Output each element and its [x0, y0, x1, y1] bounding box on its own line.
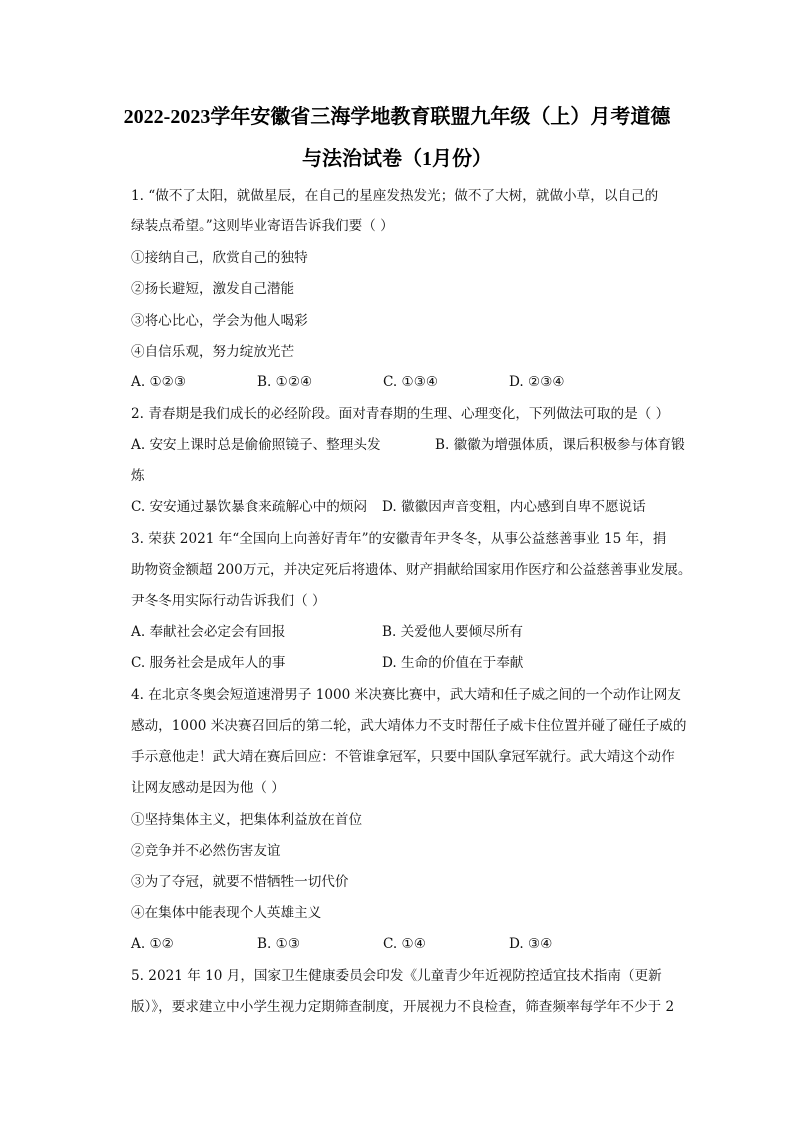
exam-title-line2: 与法治试卷（1月份） — [302, 148, 492, 170]
q1-stem-line2: 绿装点希望。”这则毕业寄语告诉我们要（ ） — [131, 218, 394, 234]
q1-option-c: C. ①③④ — [383, 374, 439, 390]
q4-option-c: C. ①④ — [383, 936, 426, 952]
q5-stem-line1: 5. 2021 年 10 月，国家卫生健康委员会印发《儿童青少年近视防控适宜技术指南（更新 — [131, 968, 662, 984]
q3-stem-line3: 尹冬冬用实际行动告诉我们（ ） — [131, 593, 326, 609]
q1-item-3: ③将心比心，学会为他人喝彩 — [131, 313, 308, 329]
q4-item-4: ④在集体中能表现个人英雄主义 — [131, 905, 322, 921]
q4-stem-line3: 手示意他走！武大靖在赛后回应：不管谁拿冠军，只要中国队拿冠军就行。武大靖这个动作 — [131, 749, 675, 765]
q4-item-3: ③为了夺冠，就要不惜牺牲一切代价 — [131, 874, 349, 890]
q3-option-a: A. 奉献社会必定会有回报 — [131, 624, 286, 640]
q4-item-2: ②竞争并不必然伤害友谊 — [131, 843, 281, 859]
q4-stem-line1: 4. 在北京冬奥会短道速滑男子 1000 米决赛比赛中，武大靖和任子威之间的一个动作让网友 — [131, 687, 681, 703]
q1-option-a: A. ①②③ — [131, 374, 187, 390]
q1-item-2: ②扬长避短，激发自己潜能 — [131, 281, 295, 297]
q1-item-1: ①接纳自己，欣赏自己的独特 — [131, 250, 308, 266]
q2-option-b-cont: 炼 — [131, 468, 145, 484]
q4-stem-line4: 让网友感动是因为他（ ） — [131, 780, 285, 796]
q1-stem-line1: 1. “做不了太阳，就做星辰，在自己的星座发热发光；做不了大树，就做小草，以自己的 — [131, 188, 659, 204]
q4-option-d: D. ③④ — [509, 936, 553, 952]
q3-stem-line2: 助物资金额超 200万元，并决定死后将遗体、财产捐献给国家用作医疗和公益慈善事业发展。 — [131, 562, 692, 578]
q2-option-c: C. 安安通过暴饮暴食来疏解心中的烦闷 — [131, 499, 368, 515]
q1-item-4: ④自信乐观，努力绽放光芒 — [131, 344, 295, 360]
q1-option-b: B. ①②④ — [257, 374, 313, 390]
q3-option-b: B. 关爱他人要倾尽所有 — [382, 624, 523, 640]
q2-option-a: A. 安安上课时总是偷偷照镜子、整理头发 — [131, 437, 381, 453]
q4-option-a: A. ①② — [131, 936, 174, 952]
q1-option-d: D. ②③④ — [509, 374, 565, 390]
q3-stem-line1: 3. 荣获 2021 年“全国向上向善好青年”的安徽青年尹冬冬，从事公益慈善事业 15 年，捐 — [131, 531, 667, 547]
exam-title-line1: 2022-2023学年安徽省三海学地教育联盟九年级（上）月考道德 — [123, 106, 671, 128]
q2-option-b: B. 徽徽为增强体质，课后积极参与体育锻 — [435, 437, 685, 453]
q4-stem-line2: 感动，1000 米决赛召回后的第二轮，武大靖体力不支时帮任子威卡住位置并碰了碰任子威的 — [131, 718, 687, 734]
q2-stem: 2. 青春期是我们成长的必经阶段。面对青春期的生理、心理变化，下列做法可取的是（ ） — [131, 406, 670, 422]
q3-option-d: D. 生命的价值在于奉献 — [382, 655, 524, 671]
q4-item-1: ①坚持集体主义，把集体利益放在首位 — [131, 812, 363, 828]
q4-option-b: B. ①③ — [257, 936, 301, 952]
q5-stem-line2: 版）》，要求建立中小学生视力定期筛查制度，开展视力不良检查，筛查频率每学年不少于 2 — [131, 999, 675, 1015]
q2-option-d: D. 徽徽因声音变粗，内心感到自卑不愿说话 — [382, 499, 646, 515]
q3-option-c: C. 服务社会是成年人的事 — [131, 655, 286, 671]
